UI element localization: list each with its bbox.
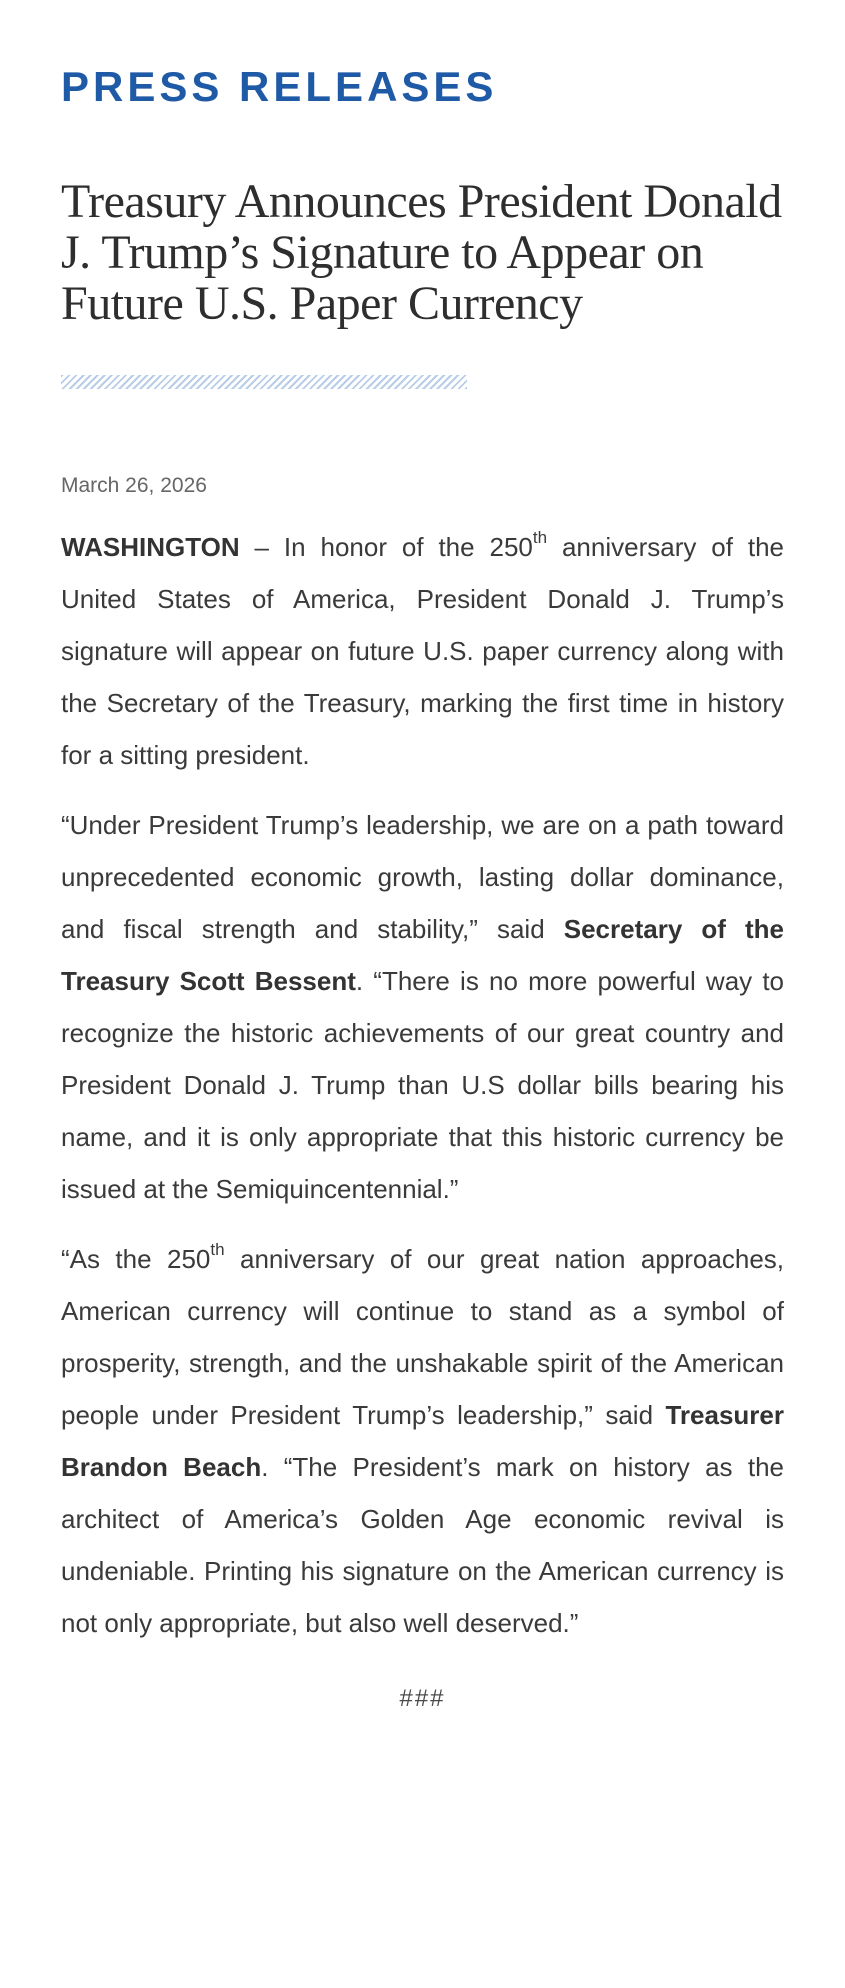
- article-body: [61, 521, 784, 1649]
- paragraph-2-text-a: “Under President Trump’s leadership, we are on a path toward unprecedented economic growth, lasting dollar dominance, and fiscal strength and stability,” said: [61, 810, 784, 944]
- paragraph-1-text-a: – In honor of the 250: [239, 532, 533, 562]
- speaker-name: Treasurer Brandon Beach: [61, 1400, 784, 1482]
- paragraph-1-text-b: anniversary of the United States of America, President Donald J. Trump’s signature will appear on future U.S. paper currency along with the Secretary of the Treasury, marking the first time in history for a sitting president.: [61, 532, 784, 770]
- paragraph-3: [61, 1233, 784, 1649]
- page-title: Treasury Announces President Donald J. Trump’s Signature to Appear on Future U.S. Paper Currency: [61, 175, 782, 330]
- end-mark: ###: [399, 1685, 446, 1712]
- ordinal-suffix: th: [532, 528, 548, 548]
- ordinal-suffix: th: [210, 1240, 225, 1260]
- release-date: March 26, 2026: [61, 474, 207, 497]
- paragraph-3-text-a: “As the 250: [61, 1244, 211, 1274]
- paragraph-2: [61, 799, 784, 1215]
- dateline: WASHINGTON: [61, 532, 240, 562]
- speaker-name: Secretary of the Treasury Scott Bessent: [61, 914, 784, 996]
- paragraph-2-text-b: . “There is no more powerful way to recognize the historic achievements of our great country and President Donald J. Trump than U.S dollar bills bearing his name, and it is only appropriate that this historic currency be issued at the Semiquincentennial.”: [61, 966, 784, 1204]
- decorative-hatch-divider: [61, 375, 467, 389]
- section-label: PRESS RELEASES: [61, 63, 498, 110]
- paragraph-1: [61, 521, 784, 781]
- paragraph-3-text-c: . “The President’s mark on history as the architect of America’s Golden Age economic revival is undeniable. Printing his signature on the American currency is not only appropriate, but also well deserved.”: [61, 1452, 784, 1638]
- paragraph-3-text-b: anniversary of our great nation approaches, American currency will continue to stand as a symbol of prosperity, strength, and the unshakable spirit of the American people under President Trump’s leadership,” said: [61, 1244, 784, 1430]
